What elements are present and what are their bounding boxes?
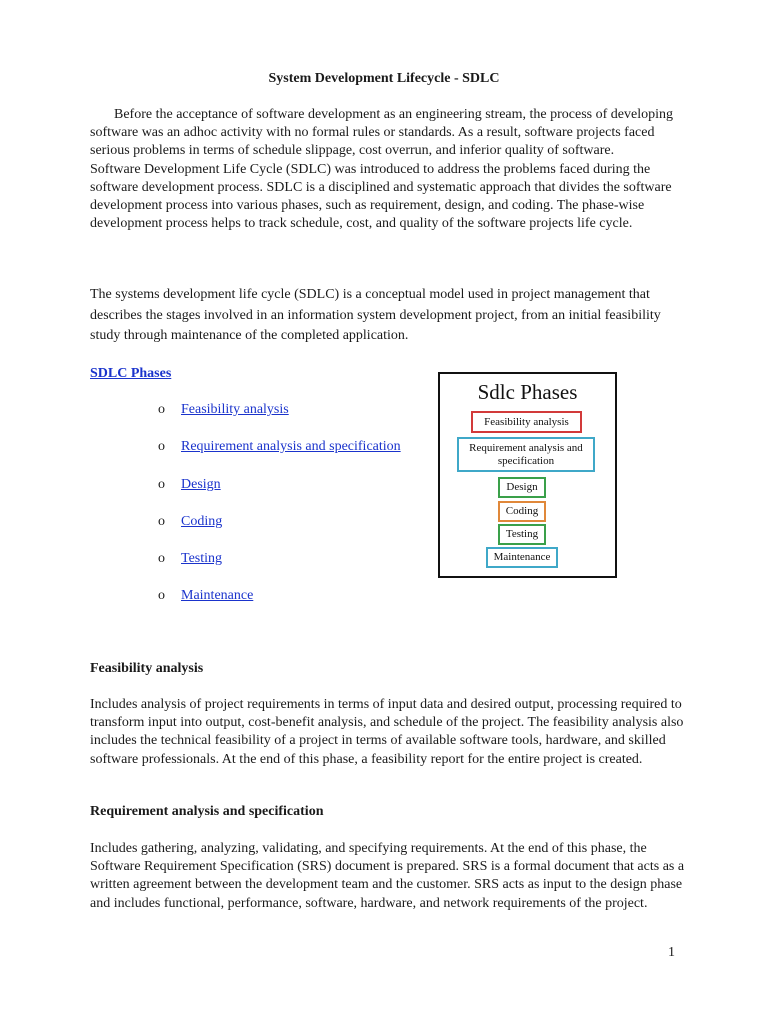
- list-item: [158, 438, 401, 456]
- document-title: System Development Lifecycle - SDLC: [268, 71, 500, 86]
- phase-link-requirement[interactable]: Requirement analysis and specification: [181, 439, 401, 454]
- bullet-marker: o: [158, 514, 165, 529]
- bullet-marker: o: [158, 439, 165, 454]
- diagram-title: Sdlc Phases: [477, 380, 578, 404]
- diagram-box-maintenance: Maintenance: [486, 547, 558, 568]
- sdlc-phases-diagram: [438, 372, 617, 578]
- list-item: [158, 550, 222, 568]
- list-item: [158, 587, 253, 605]
- list-item: [158, 513, 222, 531]
- phase-link-design[interactable]: Design: [181, 477, 221, 492]
- bullet-marker: o: [158, 588, 165, 603]
- list-item: [158, 401, 289, 419]
- bullet-marker: o: [158, 477, 165, 492]
- diagram-box-coding: Coding: [498, 501, 546, 522]
- intro-paragraph-3: The systems development life cycle (SDLC) is a conceptual model used in project management that describes the stages involved in an information system development project, from an initial feasibility study through maintenance of the completed application.: [90, 287, 661, 343]
- requirement-heading: Requirement analysis and specification: [90, 804, 324, 819]
- requirement-paragraph: Includes gathering, analyzing, validating, and specifying requirements. At the end of this phase, the Software Requirement Specification (SRS) document is prepared. SRS is a formal document that acts as a written agreement between the development team and the customer. SRS acts as input to the design phase and includes functional, performance, software, hardware, and network requirements of the project.: [90, 841, 685, 911]
- phase-link-coding[interactable]: Coding: [181, 514, 223, 529]
- diagram-box-testing: Testing: [498, 524, 546, 545]
- phase-link-feasibility[interactable]: Feasibility analysis: [181, 402, 289, 417]
- intro-paragraph-2: Software Development Life Cycle (SDLC) was introduced to address the problems faced during the software development process. SDLC is a disciplined and systematic approach that divides the software development process into various phases, such as requirement, design, and coding. The phase-wise development process helps to track schedule, cost, and quality of the software projects life cycle.: [90, 161, 672, 232]
- phase-link-testing[interactable]: Testing: [181, 551, 223, 566]
- bullet-marker: o: [158, 402, 165, 417]
- diagram-box-feasibility: Feasibility analysis: [471, 411, 582, 433]
- phase-link-maintenance[interactable]: Maintenance: [181, 588, 254, 603]
- sdlc-phases-link[interactable]: SDLC Phases: [90, 366, 172, 381]
- diagram-box-design: Design: [498, 477, 546, 498]
- feasibility-heading: Feasibility analysis: [90, 661, 204, 676]
- list-item: [158, 476, 221, 494]
- diagram-box-requirement: Requirement analysis and specification: [457, 437, 595, 472]
- feasibility-paragraph: Includes analysis of project requirements in terms of input data and desired output, processing required to transform input into output, cost-benefit analysis, and schedule of the project. The feasibility analysis also includes the technical feasibility of a project in terms of available software tools, hardware, and skilled software professionals. At the end of this phase, a feasibility report for the entire project is created.: [90, 697, 684, 767]
- bullet-marker: o: [158, 551, 165, 566]
- page-number: 1: [668, 945, 675, 960]
- intro-block: [90, 106, 686, 233]
- intro-paragraph-1: Before the acceptance of software development as an engineering stream, the process of developing software was an adhoc activity with no formal rules or standards. As a result, software projects faced serious problems in terms of schedule slippage, cost overrun, and inferior quality of software.: [90, 107, 673, 159]
